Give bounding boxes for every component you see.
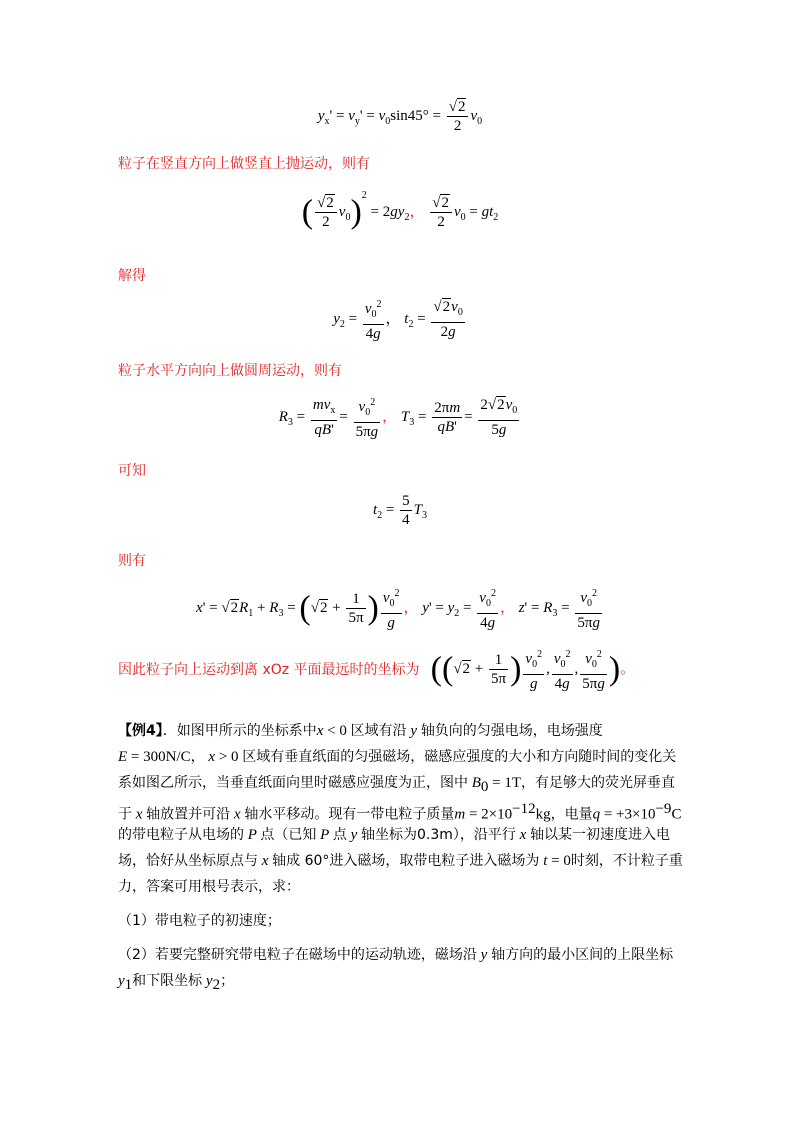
example-line-7: 力，答案可用根号表示，求： — [118, 879, 300, 895]
question-1: （1）带电粒子的初速度； — [118, 913, 281, 929]
equation-coordinates: $x' = √2R_1 + R_3 = (√2$ + $\frac{1}{5\pi}$ ) $\frac{v_0^2}{g}$ ， $y' = y_2$ = $\frac{v_0^2}{4g}$ ， $z' = R_3$ = $\frac{v_0^2}{5\pi g}$ — [0, 585, 800, 632]
equation-radius-period: $R_3$ = $\frac{mv_x}{qB'}$ = $\frac{v_0^2}{5\pi g}$ ， $T_3$ = $\frac{2\pi m}{qB'}$ = $\frac{2√2v_0}{5g}$ — [0, 394, 800, 441]
text-vertical-motion: 粒子在竖直方向上做竖直上抛运动，则有 — [118, 156, 370, 172]
example-label: 【例4】 — [118, 723, 163, 739]
example-line-4: 于 x 轴放置并可沿 x 轴水平移动。现有一带电粒子质量$m = 2\times 10^{-12}kg$，电量$q = +3\times 10^{-9}C$ — [118, 801, 682, 823]
example-line-3: 系如图乙所示，当垂直纸面向里时磁感应强度为正，图中 $B_0 = 1T$，有足够大的荧光屏垂直 — [118, 775, 676, 795]
equation-solution: $y_2$ = $\frac{v_0^2}{4g}$ ， $t_2$ = $\frac{√2v_0}{2g}$ — [0, 296, 800, 343]
text-circular-motion: 粒子水平方向向上做圆周运动，则有 — [118, 363, 342, 379]
conclusion-coordinate: ((√2 + $\frac{1}{5\pi}$ ) $\frac{v_0^2}{g}$ , $\frac{v_0^2}{4g}$ , $\frac{v_0^2}{5\pi g}$ )。 — [431, 646, 636, 693]
text-known: 可知 — [118, 463, 146, 479]
equation-time-relation: $t_2$ = $\frac{5}{4}$ $T_3$ — [373, 493, 427, 528]
text-solve: 解得 — [118, 268, 146, 284]
equation-vertical: ( $\frac{√2}{2}$ $v_0)^2 = 2gy_2$， $\frac{√2}{2}$ $v_0 = gt_2$ — [301, 190, 499, 231]
example-line-6: 场，恰好从坐标原点与 x 轴成 60°进入磁场，取带电粒子进入磁场为 t = 0时刻，不计粒子重 — [118, 853, 683, 869]
example-4-block — [118, 718, 688, 994]
conclusion-text: 因此粒子向上运动到离 xOz 平面最远时的坐标为 — [118, 662, 420, 678]
question-2: （2）若要完整研究带电粒子在磁场中的运动轨迹，磁场沿 y 轴方向的最小区间的上限坐标 — [118, 947, 674, 963]
example-line-5: 的带电粒子从电场的 P 点（已知 P 点 y 轴坐标为0.3m），沿平行 x 轴以某一初速度进入电 — [118, 827, 671, 843]
equation-velocity: $y_x' = v_y' = v_0\sin 45^\circ$ = $\frac{√2}{2}$ $v_0$ — [317, 99, 483, 134]
question-2-cont: $y_1$和下限坐标 $y_2$； — [118, 973, 235, 993]
example-line-2: E = 300N/C， x > 0 区域有垂直纸面的匀强磁场，磁感应强度的大小和方向随时间的变化关 — [118, 749, 677, 765]
conclusion-line — [118, 646, 635, 693]
text-then: 则有 — [118, 553, 146, 569]
example-line-1: 【例4】．如图甲所示的坐标系中x < 0 区域有沿 y 轴负向的匀强电场，电场强度 — [118, 723, 603, 739]
